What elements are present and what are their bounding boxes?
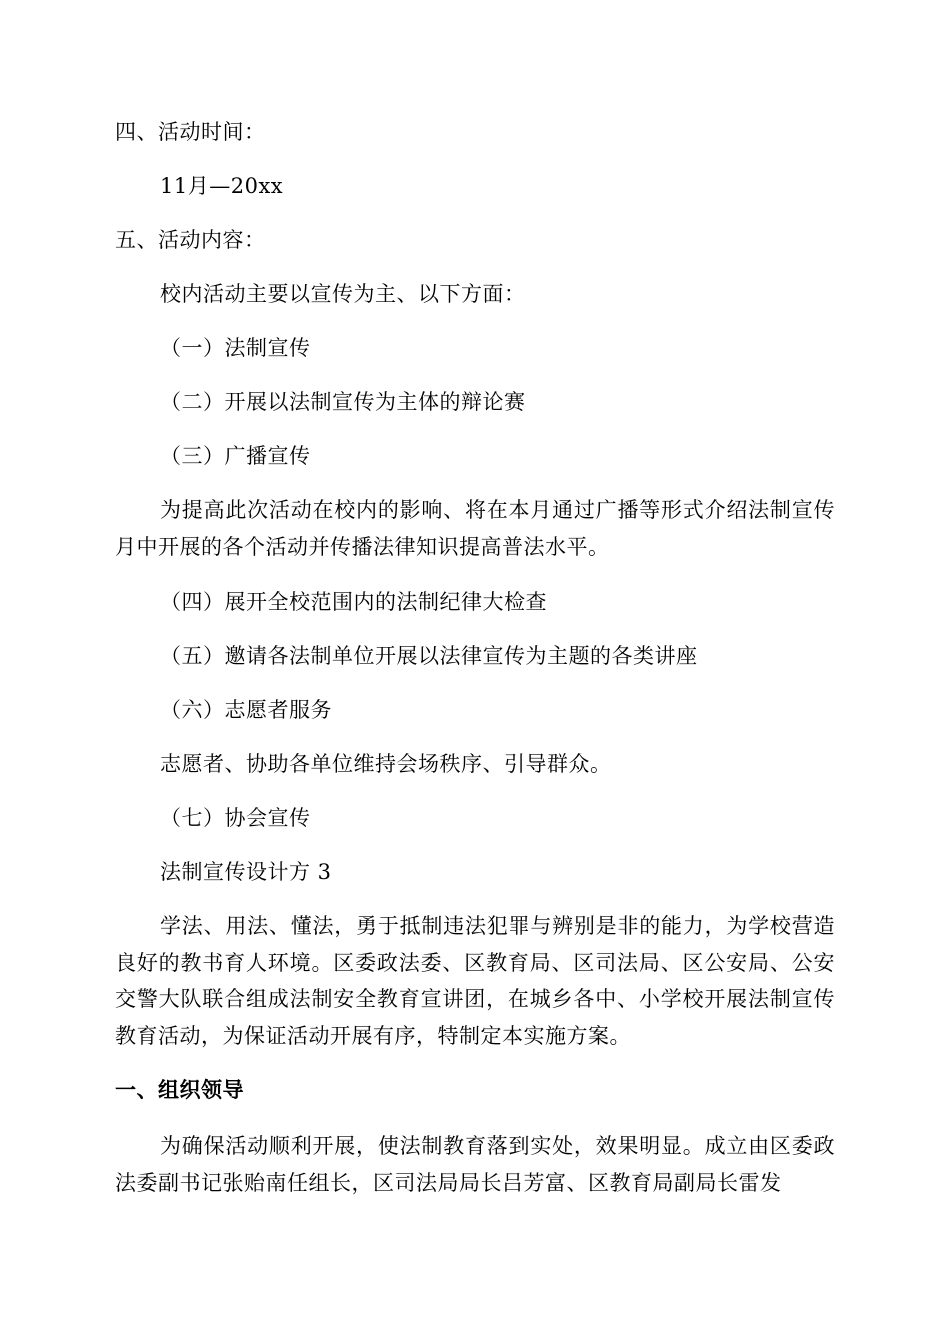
list-item-5: （五）邀请各法制单位开展以法律宣传为主题的各类讲座	[160, 644, 698, 668]
list-item-7: （七）协会宣传	[160, 806, 311, 830]
list-item-3-description: 为提高此次活动在校内的影响、将在本月通过广播等形式介绍法制宣传月中开展的各个活动并传播法律知识提高普法水平。	[115, 498, 835, 559]
list-item-3: （三）广播宣传	[160, 444, 311, 468]
plan-3-title: 法制宣传设计方 3	[160, 860, 332, 884]
activity-time: 11月—20xx	[160, 174, 284, 198]
section-5-heading: 五、活动内容：	[115, 228, 266, 252]
plan-3-intro: 学法、用法、懂法，勇于抵制违法犯罪与辨别是非的能力，为学校营造良好的教书育人环境。区委政法委、区教育局、区司法局、区公安局、公安交警大队联合组成法制安全教育宣讲团，在城乡各中、小学校开展法制宣传教育活动，为保证活动开展有序，特制定本实施方案。	[115, 914, 835, 1048]
organization-description: 为确保活动顺利开展，使法制教育落到实处，效果明显。成立由区委政法委副书记张贻南任组长，区司法局局长吕芳富、区教育局副局长雷发	[115, 1134, 835, 1195]
organization-heading: 一、组织领导	[115, 1078, 244, 1102]
section-5-intro: 校内活动主要以宣传为主、以下方面：	[160, 282, 526, 306]
section-4-heading: 四、活动时间：	[115, 120, 266, 144]
list-item-6-description: 志愿者、协助各单位维持会场秩序、引导群众。	[160, 752, 612, 776]
list-item-2: （二）开展以法制宣传为主体的辩论赛	[160, 390, 526, 414]
list-item-4: （四）展开全校范围内的法制纪律大检查	[160, 590, 547, 614]
list-item-1: （一）法制宣传	[160, 336, 311, 360]
list-item-6: （六）志愿者服务	[160, 698, 332, 722]
